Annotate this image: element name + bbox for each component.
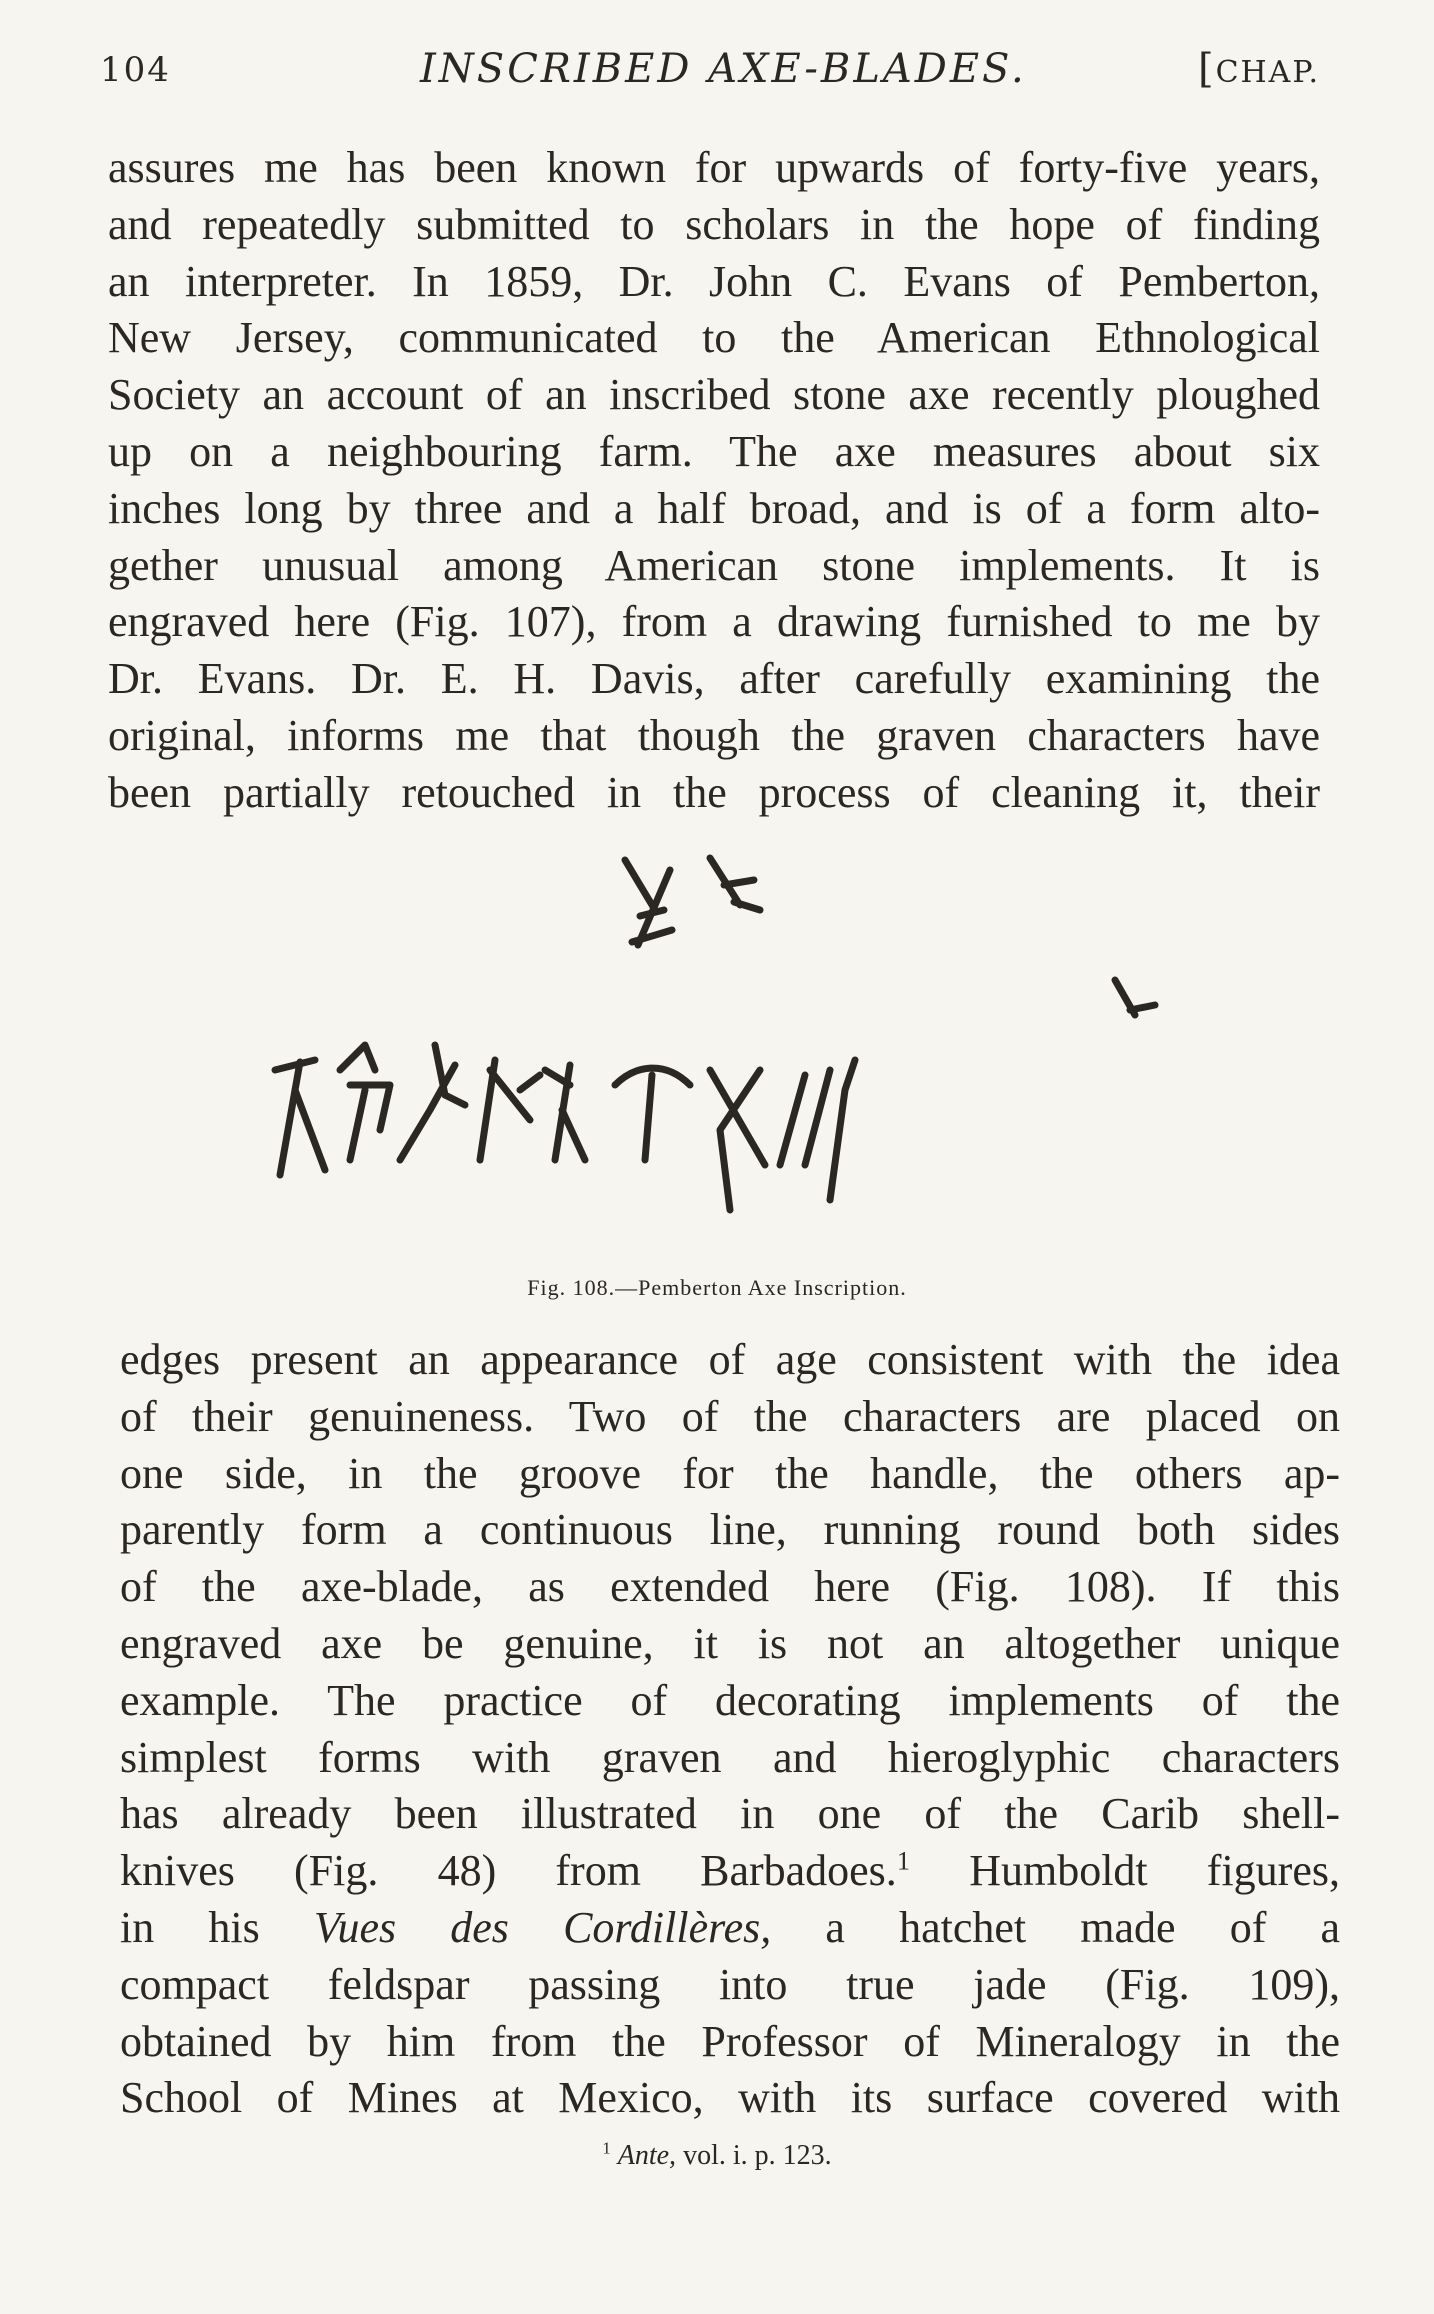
body-text-top xyxy=(108,140,1320,822)
chapter-bracket: [ xyxy=(1197,46,1216,92)
text-line: up on a neighbouring farm. The axe measures about six xyxy=(108,426,1320,476)
inscription-glyph-upper-3 xyxy=(1115,980,1155,1015)
inscription-glyph-8 xyxy=(780,1060,855,1200)
text-line: Dr. Evans. Dr. E. H. Davis, after carefully examining the xyxy=(108,654,1320,704)
text-line: obtained by him from the Professor of Mineralogy in the xyxy=(120,2016,1340,2066)
inscription-glyph-5 xyxy=(545,1065,585,1160)
chapter-label: CHAP. xyxy=(1215,55,1320,90)
text-line: edges present an appearance of age consistent with the idea xyxy=(120,1335,1340,1384)
text-line: and repeatedly submitted to scholars in the hope of finding xyxy=(108,199,1320,249)
text-line-footnote-ref xyxy=(120,1843,1340,1900)
running-title: INSCRIBED AXE-BLADES. xyxy=(420,46,1027,92)
book-title: Vues des Cordillères, xyxy=(313,1902,772,1952)
text-line: one side, in the groove for the handle, the others ap- xyxy=(120,1448,1340,1498)
inscription-glyph-7 xyxy=(710,1070,765,1210)
text-line: inches long by three and a half broad, and is of a form alto- xyxy=(108,483,1320,533)
running-head xyxy=(100,42,1320,102)
text-segment: Humboldt figures, xyxy=(969,1846,1340,1896)
text-line: of the axe-blade, as extended here (Fig. 108). If this xyxy=(120,1562,1340,1612)
body-text-bottom xyxy=(120,1332,1340,2127)
text-line: New Jersey, communicated to the American Ethnological xyxy=(108,313,1320,363)
text-line: School of Mines at Mexico, with its surface covered with xyxy=(120,2073,1340,2123)
text-segment: knives (Fig. 48) from Barbadoes. xyxy=(120,1846,897,1896)
inscription-glyphs xyxy=(240,830,1200,1270)
footnote xyxy=(0,2140,1434,2172)
inscription-glyph-6 xyxy=(615,1068,690,1160)
text-line: been partially retouched in the process of cleaning it, their xyxy=(108,767,1320,817)
footnote-marker: 1 xyxy=(602,2138,611,2158)
text-line: original, informs me that though the graven characters have xyxy=(108,710,1320,760)
text-line: an interpreter. In 1859, Dr. John C. Evans of Pemberton, xyxy=(108,256,1320,306)
inscription-glyph-3 xyxy=(400,1045,465,1160)
text-line: example. The practice of decorating implements of the xyxy=(120,1675,1340,1725)
text-line: assures me has been known for upwards of forty-five years, xyxy=(108,143,1320,192)
inscription-figure xyxy=(240,830,1200,1270)
inscription-glyph-upper-2 xyxy=(710,858,760,910)
text-line: engraved axe be genuine, it is not an altogether unique xyxy=(120,1618,1340,1668)
text-line: Society an account of an inscribed stone axe recently ploughed xyxy=(108,370,1320,420)
inscription-glyph-2 xyxy=(340,1045,390,1160)
text-line: parently form a continuous line, running round both sides xyxy=(120,1505,1340,1555)
inscription-glyph-4 xyxy=(480,1060,540,1160)
text-segment: a hatchet made of a xyxy=(825,1902,1341,1952)
chapter-mark xyxy=(1198,46,1320,92)
text-segment: in his xyxy=(120,1902,260,1952)
text-line-italic-title xyxy=(120,1900,1340,1957)
footnote-ante: Ante, xyxy=(617,2140,677,2171)
text-line: engraved here (Fig. 107), from a drawing furnished to me by xyxy=(108,597,1320,647)
text-line: compact feldspar passing into true jade (Fig. 109), xyxy=(120,1959,1340,2009)
text-line: gether unusual among American stone implements. It is xyxy=(108,540,1320,590)
text-line: has already been illustrated in one of the Carib shell- xyxy=(120,1789,1340,1839)
inscription-glyph-upper-1 xyxy=(625,860,672,945)
inscription-glyph-1 xyxy=(275,1060,325,1175)
footnote-ref: 1 xyxy=(896,1845,911,1876)
page-number: 104 xyxy=(100,50,171,90)
figure-caption: Fig. 108.—Pemberton Axe Inscription. xyxy=(527,1275,907,1300)
footnote-text: vol. i. p. 123. xyxy=(683,2140,832,2171)
text-line: of their genuineness. Two of the characters are placed on xyxy=(120,1391,1340,1441)
text-line: simplest forms with graven and hieroglyphic characters xyxy=(120,1732,1340,1782)
